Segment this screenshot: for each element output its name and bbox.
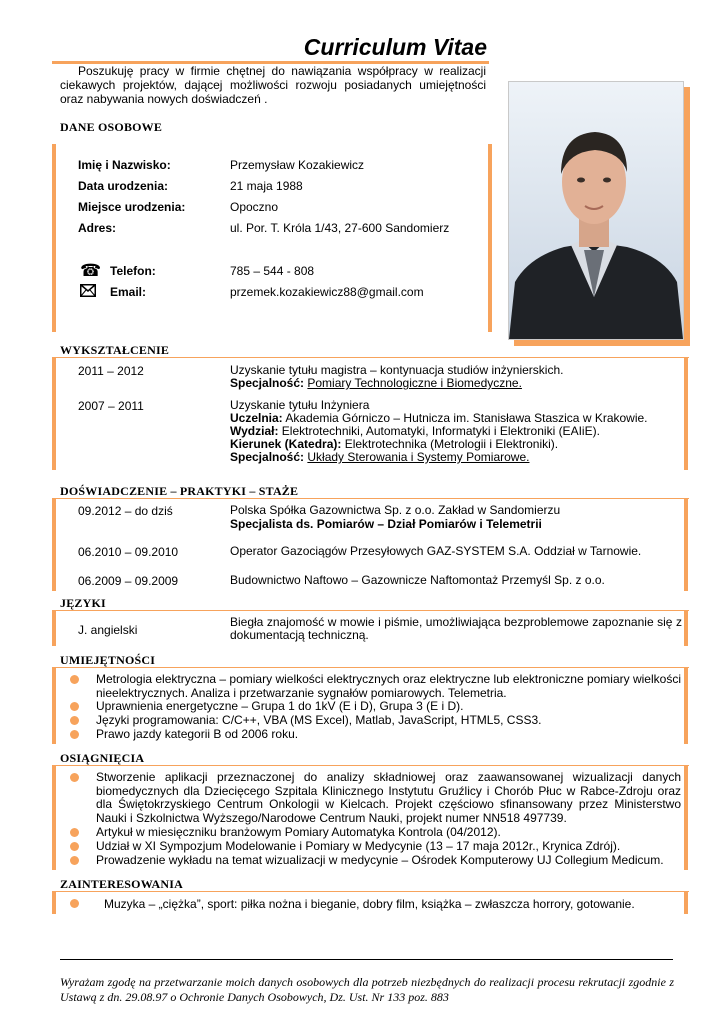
dob-label: Data urodzenia: — [78, 179, 169, 193]
profile-photo — [508, 81, 684, 340]
experience-divider — [52, 498, 689, 499]
interests-right-bar — [684, 892, 688, 914]
language-name: J. angielski — [78, 623, 138, 637]
education-entry-1 — [230, 364, 563, 390]
education-spec-row — [230, 451, 648, 464]
bullet-dot-icon — [70, 716, 79, 725]
skill-item: Metrologia elektryczna – pomiary wielkości elektrycznych oraz elektryczne lub elektroniczne pomiary wielkości nieelektrycznych. Analiza i przetwarzanie sygnałów pomiarowych. Telemetria. — [96, 672, 681, 700]
education-degree: Uzyskanie tytułu magistra – kontynuacja studiów inżynierskich. — [230, 363, 564, 377]
spec-value: Pomiary Technologiczne i Biomedyczne. — [307, 376, 522, 390]
pob-value: Opoczno — [230, 200, 279, 214]
email-value[interactable]: przemek.kozakiewicz88@gmail.com — [230, 285, 424, 299]
email-label: Email: — [110, 285, 147, 299]
experience-dates-3: 06.2009 – 09.2009 — [78, 574, 179, 588]
skills-right-bar — [684, 668, 688, 744]
achievements-right-bar — [684, 766, 688, 870]
skills-left-bar — [52, 668, 56, 744]
phone-label: Telefon: — [110, 264, 156, 278]
skill-item: Języki programowania: C/C++, VBA (MS Excel), Matlab, JavaScript, HTML5, CSS3. — [96, 713, 542, 727]
address-value: ul. Por. T. Króla 1/43, 27-600 Sandomierz — [230, 221, 450, 235]
section-heading-education: WYKSZTAŁCENIE — [60, 343, 170, 357]
skill-item: Prawo jazdy kategorii B od 2006 roku. — [96, 727, 299, 741]
experience-company-2: Operator Gazociągów Przesyłowych GAZ-SYSTEM S.A. Oddział w Tarnowie. — [230, 544, 642, 558]
education-left-bar — [52, 358, 56, 470]
education-dates-1: 2011 – 2012 — [78, 364, 144, 378]
experience-role-1: Specjalista ds. Pomiarów – Dział Pomiarów i Telemetrii — [230, 517, 542, 531]
bullet-dot-icon — [70, 730, 79, 739]
languages-divider — [52, 610, 689, 611]
consent-clause: Wyrażam zgodę na przetwarzanie moich danych osobowych dla potrzeb niezbędnych do realizacji procesu rekrutacji zgodnie z Ustawą z dn. 29.08.97 o Ochronie Danych Osobowych, Dz. Ust. Nr 133 poz. 883 — [60, 975, 674, 1004]
achievements-left-bar — [52, 766, 56, 870]
bullet-dot-icon — [70, 675, 79, 684]
bullet-dot-icon — [70, 702, 79, 711]
portrait-image — [509, 82, 683, 339]
section-heading-experience: DOŚWIADCZENIE – PRAKTYKI – STAŻE — [60, 484, 299, 498]
achievements-divider — [52, 765, 689, 766]
education-degree: Uzyskanie tytułu Inżyniera — [230, 398, 370, 412]
education-spec-row — [230, 377, 563, 390]
bullet-dot-icon — [70, 899, 79, 908]
interests-left-bar — [52, 892, 56, 914]
section-heading-skills: UMIEJĘTNOŚCI — [60, 653, 156, 667]
objective-text: Poszukuję pracy w firmie chętnej do nawiązania współpracy w realizacji ciekawych projektów, dającej możliwości rozwoju posiadanych umiejętności oraz nabywania nowych doświadczeń . — [60, 64, 486, 106]
section-heading-interests: ZAINTERESOWANIA — [60, 877, 184, 891]
page-title: Curriculum Vitae — [303, 34, 487, 60]
experience-left-bar — [52, 499, 56, 591]
experience-dates-1: 09.2012 – do dziś — [78, 504, 173, 518]
experience-right-bar — [684, 499, 688, 591]
telephone-icon: ☎ — [80, 261, 102, 280]
skills-divider — [52, 667, 689, 668]
envelope-icon — [80, 284, 96, 300]
education-divider — [52, 357, 689, 358]
dept-value: Elektrotechnika (Metrologii i Elektroniki). — [344, 437, 559, 451]
language-description: Biegła znajomość w mowie i piśmie, umożliwiająca bezproblemowe zapoznanie się z dokumentacją techniczną. — [230, 615, 682, 642]
spec-value: Układy Sterowania i Systemy Pomiarowe. — [307, 450, 530, 464]
languages-left-bar — [52, 611, 56, 646]
pob-label: Miejsce urodzenia: — [78, 200, 186, 214]
achievement-item: Prowadzenie wykładu na temat wizualizacji w medycynie – Ośrodek Komputerowy UJ Collegium Medicum. — [96, 853, 664, 867]
bullet-dot-icon — [70, 773, 79, 782]
faculty-value: Elektrotechniki, Automatyki, Informatyki i Elektroniki (EAIiE). — [281, 424, 600, 438]
section-heading-personal: DANE OSOBOWE — [60, 120, 163, 134]
bullet-dot-icon — [70, 828, 79, 837]
spec-label: Specjalność: — [230, 450, 305, 464]
achievement-item: Stworzenie aplikacji przeznaczonej do analizy składniowej oraz zaawansowanej wizualizacji danych biomedycznych dla Dziecięcego Szpitala Klinicznego Instytutu Gruźlicy i Chorób Płuc w Rabce-Zdroju oraz dla Świętokrzyskiego Centrum Onkologii w Kielcach. Projekt częściowo sfinansowany przez Ministerstwo Nauki i Szkolnictwa Wyższego/Narodowe Centrum Nauki, projekt numer NN518 497739. — [96, 770, 681, 825]
address-label: Adres: — [78, 221, 117, 235]
dob-value: 21 maja 1988 — [230, 179, 303, 193]
education-dates-2: 2007 – 2011 — [78, 399, 144, 413]
bullet-dot-icon — [70, 856, 79, 865]
uni-label: Uczelnia: — [230, 411, 283, 425]
achievement-item: Udział w XI Sympozjum Modelowanie i Pomiary w Medycynie (13 – 17 maja 2012r., Krynica Zdrój). — [96, 839, 621, 853]
faculty-label: Wydział: — [230, 424, 279, 438]
phone-value: 785 – 544 - 808 — [230, 264, 315, 278]
skill-item: Uprawnienia energetyczne – Grupa 1 do 1kV (E i D), Grupa 3 (E i D). — [96, 699, 464, 713]
languages-right-bar — [684, 611, 688, 646]
bullet-dot-icon — [70, 842, 79, 851]
uni-value: Akademia Górniczo – Hutnicza im. Stanisława Staszica w Krakowie. — [285, 411, 648, 425]
experience-company-1: Polska Spółka Gazownictwa Sp. z o.o. Zakład w Sandomierzu — [230, 503, 561, 517]
dept-label: Kierunek (Katedra): — [230, 437, 342, 451]
experience-company-3: Budownictwo Naftowo – Gazownicze Naftomontaż Przemyśl Sp. z o.o. — [230, 573, 605, 587]
achievement-item: Artykuł w miesięczniku branżowym Pomiary Automatyka Kontrola (04/2012). — [96, 825, 501, 839]
personal-left-bar — [52, 144, 56, 332]
name-value: Przemysław Kozakiewicz — [230, 158, 365, 172]
education-right-bar — [684, 358, 688, 470]
personal-right-bar — [488, 144, 492, 332]
interests-divider — [52, 891, 689, 892]
spec-label: Specjalność: — [230, 376, 305, 390]
section-heading-languages: JĘZYKI — [60, 596, 106, 610]
footer-divider — [60, 959, 673, 960]
education-entry-2 — [230, 399, 648, 464]
name-label: Imię i Nazwisko: — [78, 158, 171, 172]
section-heading-achievements: OSIĄGNIĘCIA — [60, 751, 145, 765]
experience-dates-2: 06.2010 – 09.2010 — [78, 545, 179, 559]
interests-text: Muzyka – „ciężka”, sport: piłka nożna i bieganie, dobry film, książka – zwłaszcza horrory, gotowanie. — [104, 897, 635, 911]
